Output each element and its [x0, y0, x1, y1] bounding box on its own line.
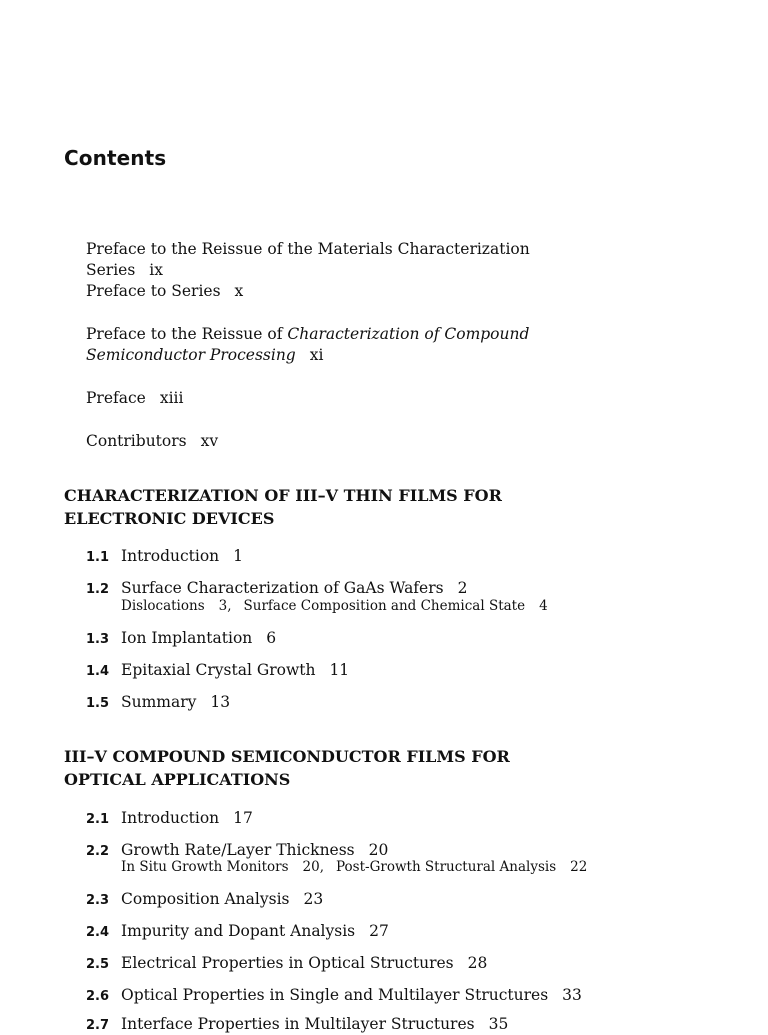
toc-section-2-3[interactable] [86, 890, 686, 910]
section-page: 33 [562, 986, 582, 1004]
subsection-label: Post-Growth Structural Analysis [336, 859, 557, 875]
entry-label-italic-1: Characterization of Compound [287, 325, 530, 343]
toc-section-1-4[interactable] [86, 661, 686, 681]
section-page: 17 [233, 809, 253, 827]
section-number: 2.6 [86, 989, 110, 1004]
toc-entry-preface-reissue-series[interactable] [86, 239, 566, 281]
section-number: 2.3 [86, 893, 110, 908]
section-page: 20 [368, 841, 389, 859]
toc-section-2-6[interactable] [86, 986, 686, 1006]
subsection-label: In Situ Growth Monitors [121, 859, 289, 875]
section-label: Epitaxial Crystal Growth [121, 661, 316, 679]
part-heading-line-2: ELECTRONIC DEVICES [64, 509, 275, 528]
subsection-post-growth-analysis[interactable] [336, 859, 587, 875]
subsection-page: 22 [570, 859, 588, 875]
toc-subsections-2-2 [121, 859, 721, 876]
section-label: Introduction [121, 547, 220, 565]
section-label: Composition Analysis [121, 890, 290, 908]
subsection-label: Dislocations [121, 598, 205, 614]
section-label: Impurity and Dopant Analysis [121, 922, 356, 940]
entry-page: xiii [159, 389, 184, 407]
toc-section-2-7[interactable] [86, 1015, 686, 1035]
section-number: 1.2 [86, 582, 110, 597]
subsection-in-situ-growth-monitors[interactable] [121, 859, 336, 875]
subsection-surface-composition[interactable] [244, 598, 548, 614]
page-title: Contents [64, 146, 167, 170]
toc-section-1-5[interactable] [86, 693, 686, 713]
toc-entry-preface-series[interactable] [86, 281, 566, 302]
section-page: 1 [233, 547, 244, 565]
part-heading-line-2: OPTICAL APPLICATIONS [64, 770, 291, 789]
subsection-page: 20, [302, 859, 325, 875]
subsection-label: Surface Composition and Chemical State [243, 598, 526, 614]
section-number: 2.1 [86, 812, 110, 827]
section-page: 13 [210, 693, 231, 711]
section-label: Introduction [121, 809, 220, 827]
section-number: 2.2 [86, 844, 110, 859]
section-number: 2.4 [86, 925, 110, 940]
section-page: 27 [369, 922, 389, 940]
toc-section-1-1[interactable] [86, 547, 686, 567]
entry-page: x [234, 282, 244, 300]
section-number: 1.1 [86, 550, 110, 565]
toc-entry-preface-reissue-book[interactable] [86, 324, 566, 366]
part-heading-2[interactable] [64, 745, 584, 791]
subsection-dislocations[interactable] [121, 598, 244, 614]
toc-entry-contributors[interactable] [86, 431, 566, 452]
section-page: 6 [266, 629, 277, 647]
toc-section-1-2[interactable] [86, 579, 686, 599]
entry-label-italic-2: Semiconductor Processing [86, 346, 296, 364]
section-label: Electrical Properties in Optical Structures [121, 954, 454, 972]
toc-section-2-1[interactable] [86, 809, 686, 829]
toc-subsections-1-2 [121, 598, 721, 615]
entry-page: xv [200, 432, 219, 450]
subsection-page: 4 [539, 598, 548, 614]
section-number: 1.5 [86, 696, 110, 711]
section-label: Interface Properties in Multilayer Structures [121, 1015, 475, 1033]
section-number: 2.5 [86, 957, 110, 972]
section-label: Optical Properties in Single and Multilayer Structures [121, 986, 549, 1004]
part-heading-1[interactable] [64, 484, 584, 530]
section-page: 2 [457, 579, 468, 597]
entry-label-prefix: Preface to the Reissue of [86, 325, 288, 343]
toc-section-2-2[interactable] [86, 841, 686, 861]
toc-section-2-4[interactable] [86, 922, 686, 942]
entry-label: Preface to the Reissue of the Materials Characterization Series [86, 240, 530, 279]
section-label: Summary [121, 693, 197, 711]
section-page: 23 [303, 890, 324, 908]
entry-page: xi [309, 346, 324, 364]
section-label: Growth Rate/Layer Thickness [121, 841, 355, 859]
section-page: 28 [467, 954, 488, 972]
toc-section-1-3[interactable] [86, 629, 686, 649]
section-page: 11 [329, 661, 350, 679]
section-label: Ion Implantation [121, 629, 253, 647]
toc-entry-preface[interactable] [86, 388, 566, 409]
section-number: 1.4 [86, 664, 110, 679]
entry-label: Preface to Series [86, 282, 221, 300]
subsection-page: 3, [218, 598, 232, 614]
entry-label: Contributors [86, 432, 187, 450]
section-number: 1.3 [86, 632, 110, 647]
toc-section-2-5[interactable] [86, 954, 686, 974]
part-heading-line-1: III–V COMPOUND SEMICONDUCTOR FILMS FOR [64, 747, 510, 766]
entry-page: ix [149, 261, 163, 279]
section-label: Surface Characterization of GaAs Wafers [121, 579, 444, 597]
entry-label: Preface [86, 389, 146, 407]
section-page: 35 [488, 1015, 509, 1033]
part-heading-line-1: CHARACTERIZATION OF III–V THIN FILMS FOR [64, 486, 502, 505]
section-number: 2.7 [86, 1018, 110, 1033]
